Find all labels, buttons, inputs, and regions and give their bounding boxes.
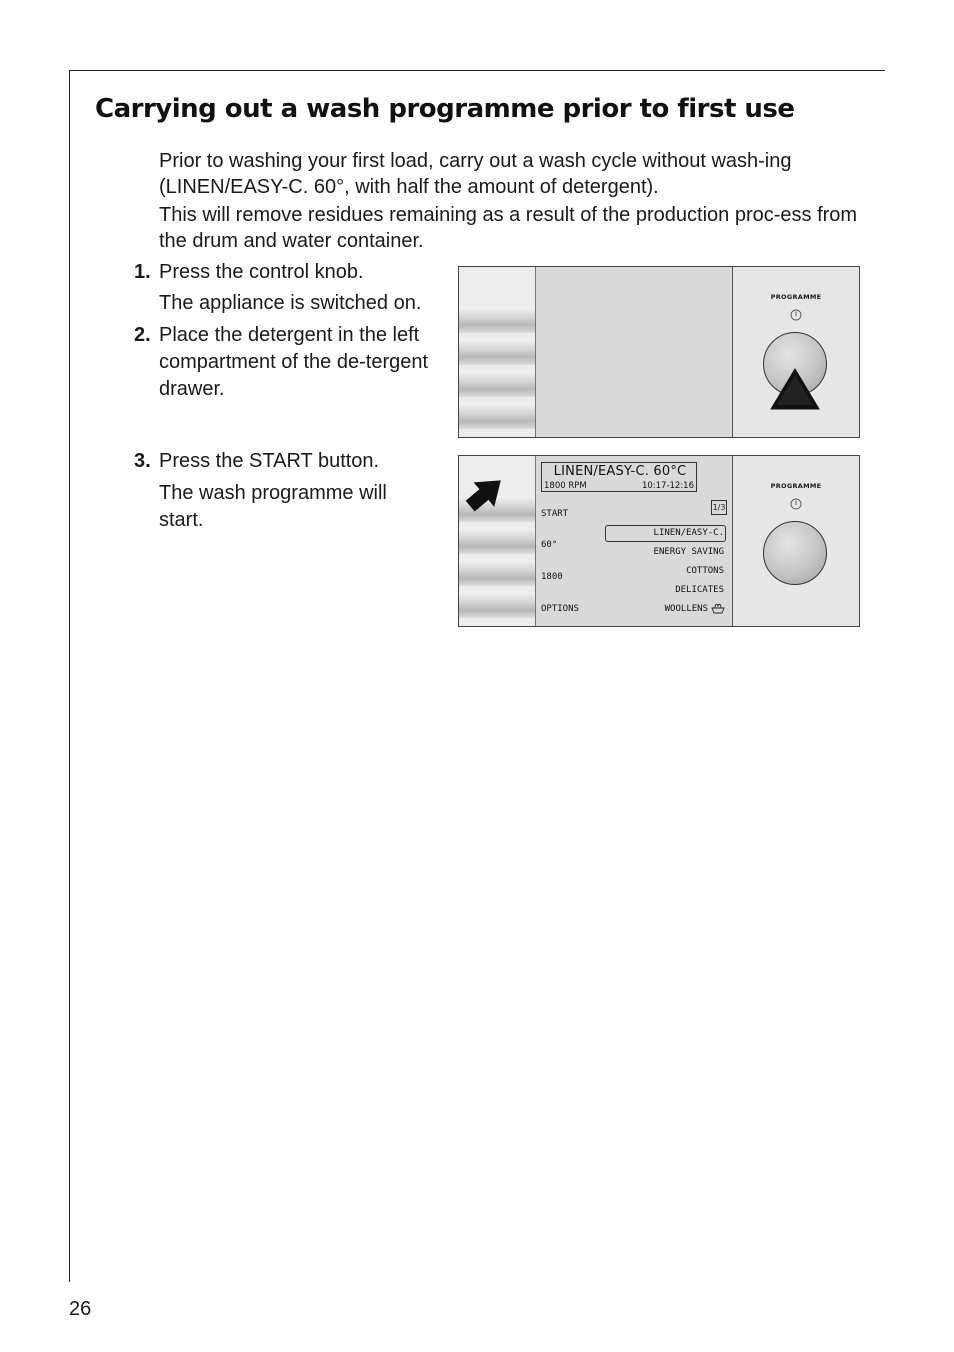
panel-button xyxy=(459,339,535,365)
programme-knob[interactable] xyxy=(763,521,827,585)
page-title: Carrying out a wash programme prior to first use xyxy=(95,94,795,124)
lcd-header xyxy=(541,462,697,492)
control-panel-illustration-2 xyxy=(458,455,860,627)
lcd-spin-value: 1800 xyxy=(541,572,563,582)
lcd-spin-speed: 1800 RPM xyxy=(544,481,587,491)
lcd-programme-title: LINEN/EASY-C. 60°C xyxy=(553,464,687,479)
programme-label: PROGRAMME xyxy=(770,482,822,490)
step-1-text: Press the control knob. xyxy=(159,261,364,283)
step-3-number: 3. xyxy=(134,450,151,472)
intro-paragraph-1: Prior to washing your first load, carry out a wash cycle without wash-ing (LINEN/EASY-C. 60°, with half the amount of detergent). xyxy=(159,150,792,198)
knob-area xyxy=(733,267,859,437)
press-arrow-icon xyxy=(461,470,513,514)
left-rule xyxy=(69,70,70,1282)
lcd-programme-item: COTTONS xyxy=(686,566,724,576)
wool-hand-wash-icon xyxy=(711,602,725,614)
lcd-programme-item: LINEN/EASY-C. xyxy=(653,528,724,538)
step-2-number: 2. xyxy=(134,324,151,346)
spin-panel-button[interactable] xyxy=(459,560,535,586)
step-2-text: Place the detergent in the left compartment of the de-tergent drawer. xyxy=(159,324,429,400)
lcd-start-label: START xyxy=(541,509,569,519)
temperature-panel-button[interactable] xyxy=(459,528,535,554)
lcd-temperature: 60° xyxy=(541,540,558,550)
press-up-arrow-icon xyxy=(769,367,821,411)
step-1-number: 1. xyxy=(134,261,151,283)
step-3-result: The wash programme will start. xyxy=(159,482,387,531)
lcd-options-label: OPTIONS xyxy=(541,604,579,614)
power-icon xyxy=(790,498,802,510)
page-number: 26 xyxy=(69,1298,92,1320)
panel-button xyxy=(459,371,535,397)
lcd-display xyxy=(536,456,733,626)
panel-button xyxy=(459,403,535,429)
lcd-page-indicator: 1/3 xyxy=(711,500,727,515)
knob-area xyxy=(733,456,859,626)
intro-paragraph-2: This will remove residues remaining as a result of the production proc-ess from the drum and water container. xyxy=(159,204,858,252)
control-panel-illustration-1 xyxy=(458,266,860,438)
lcd-time-range: 10:17-12:16 xyxy=(641,481,694,491)
power-icon xyxy=(790,309,802,321)
panel-button xyxy=(459,307,535,333)
lcd-programme-item: ENERGY SAVING xyxy=(653,547,724,557)
step-1-result: The appliance is switched on. xyxy=(159,292,422,314)
lcd-programme-item: DELICATES xyxy=(675,585,724,595)
options-panel-button[interactable] xyxy=(459,592,535,618)
button-column xyxy=(459,456,536,626)
top-rule xyxy=(69,70,885,71)
programme-label: PROGRAMME xyxy=(770,293,822,301)
blank-display xyxy=(536,267,733,437)
lcd-programme-item: WOOLLENS xyxy=(664,604,708,614)
button-column xyxy=(459,267,536,437)
step-3-text: Press the START button. xyxy=(159,450,380,472)
